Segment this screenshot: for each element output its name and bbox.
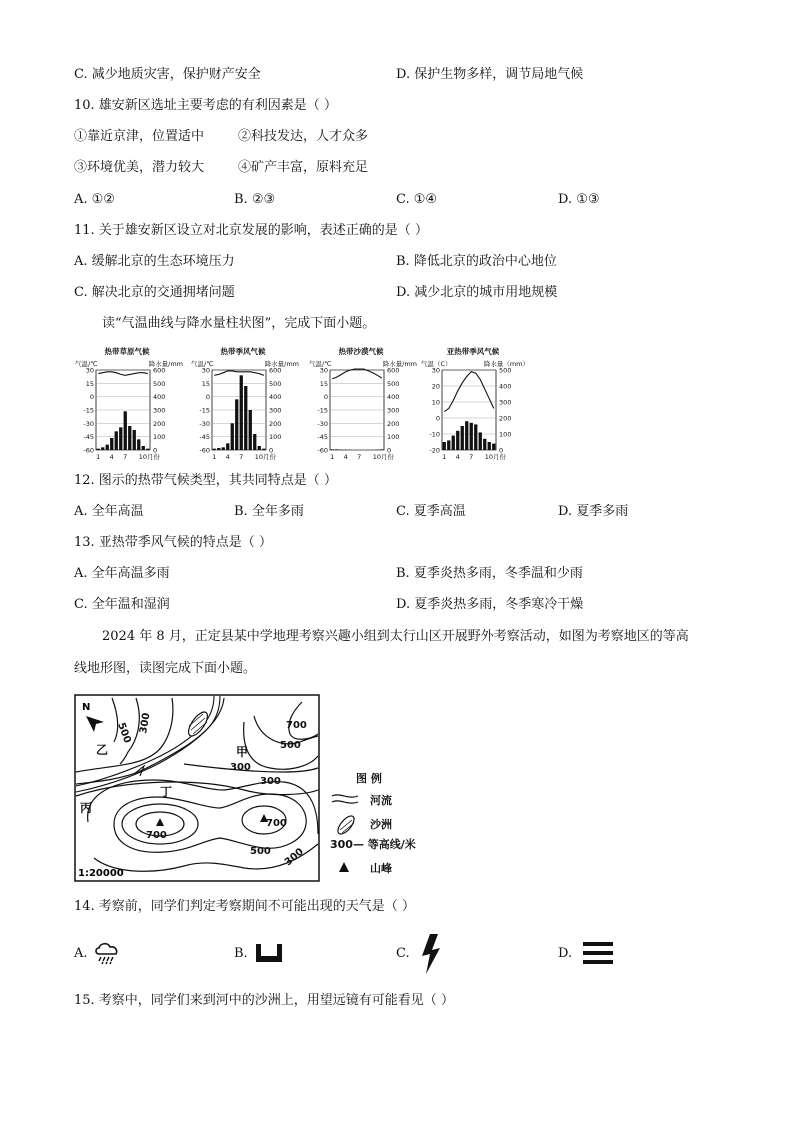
chart-precip-bar — [137, 439, 140, 450]
chart-temp-tick: 30 — [85, 366, 94, 375]
legend-peak-icon — [339, 862, 349, 872]
svg-text:500: 500 — [280, 740, 301, 751]
chart-precip-bar — [380, 449, 383, 450]
chart-temp-line — [444, 372, 494, 412]
chart-precip-bar — [235, 399, 238, 450]
chart-precip-bar — [479, 432, 482, 450]
chart-precip-bar — [97, 449, 100, 450]
legend-contour-label: 300— 等高线/米 — [330, 838, 416, 851]
chart-x-tick: 1 — [442, 453, 447, 461]
map-intro-line1: 2024 年 8 月，正定县某中学地理考察兴趣小组到太行山区开展野外考察活动，如图为考察地区的等高 — [102, 629, 689, 644]
q14-option-b: B. — [234, 946, 248, 961]
q11-stem: 11. 关于雄安新区设立对北京发展的影响，表述正确的是（ ） — [74, 223, 428, 238]
legend-sandbar-label: 沙洲 — [370, 818, 392, 831]
q14-stem: 14. 考察前，同学们判定考察期间不可能出现的天气是（ ） — [74, 899, 415, 914]
svg-text:700: 700 — [286, 720, 307, 731]
chart-precip-bar — [488, 442, 491, 450]
chart-x-tick: 4 — [225, 453, 230, 461]
svg-text:300: 300 — [260, 776, 281, 787]
chart-temp-tick: 30 — [319, 366, 328, 375]
q12-option-c: C. 夏季高温 — [396, 504, 466, 519]
chart-precip-bar — [492, 444, 495, 450]
chart-temp-tick: 0 — [323, 393, 328, 402]
q12-stem: 12. 图示的热带气候类型，其共同特点是（ ） — [74, 473, 337, 488]
map-intro-line2: 线地形图，读图完成下面小题。 — [74, 661, 257, 676]
chart-precip-bar — [124, 411, 127, 450]
chart-precip-tick: 300 — [499, 398, 512, 407]
chart-y2label: 降水量（mm） — [483, 360, 529, 368]
contour-map — [74, 694, 454, 882]
map-scale: 1:20000 — [78, 868, 124, 879]
chart-precip-bar — [465, 421, 468, 450]
chart-precip-bar — [262, 449, 265, 450]
chart-temp-tick: 15 — [201, 379, 210, 388]
chart-precip-tick: 200 — [269, 419, 282, 428]
chart-title: 热带草原气候 — [104, 347, 150, 356]
q10-statement-4: ④矿产丰富，原料充足 — [238, 160, 369, 175]
chart-precip-bar — [106, 445, 109, 450]
chart-precip-bar — [222, 447, 225, 450]
chart-precip-bar — [443, 442, 446, 450]
q10-option-b: B. ②③ — [234, 192, 276, 207]
chart-x-tick: 1 — [96, 453, 101, 461]
svg-text:300: 300 — [138, 712, 153, 735]
chart-precip-tick: 200 — [387, 419, 400, 428]
chart-precip-tick: 300 — [153, 406, 166, 415]
chart-y2label: 降水量/mm — [382, 360, 417, 368]
svg-text:N: N — [82, 702, 91, 713]
svg-text:300: 300 — [230, 762, 251, 773]
chart-temp-tick: -20 — [429, 446, 440, 455]
chart-precip-bar — [146, 449, 149, 450]
chart-temp-tick: -45 — [199, 433, 210, 442]
climate-chart-3 — [308, 346, 418, 464]
chart-x-tick: 7 — [357, 453, 362, 461]
q14-option-a: A. — [74, 946, 88, 961]
svg-text:500: 500 — [115, 721, 133, 745]
q13-option-b: B. 夏季炎热多雨，冬季温和少雨 — [396, 566, 583, 581]
chart-precip-bar — [119, 427, 122, 450]
legend-river-icon — [332, 795, 358, 803]
chart-ylabel: 气温/℃ — [191, 360, 214, 368]
chart-precip-tick: 400 — [387, 393, 400, 402]
chart-precip-bar — [128, 426, 131, 450]
svg-text:500: 500 — [250, 846, 271, 857]
chart-precip-bar — [335, 449, 338, 450]
chart-temp-tick: -45 — [83, 433, 94, 442]
chart-precip-bar — [447, 440, 450, 450]
chart-temp-tick: 30 — [431, 366, 440, 375]
q10-statement-3: ③环境优美，潜力较大 — [74, 160, 205, 175]
chart-ylabel: 气温/℃ — [75, 360, 98, 368]
q13-option-d: D. 夏季炎热多雨，冬季寒冷干燥 — [396, 597, 584, 612]
chart-temp-tick: -30 — [83, 419, 94, 428]
chart-precip-tick: 100 — [269, 433, 282, 442]
q10-option-d: D. ①③ — [558, 192, 600, 207]
chart-temp-tick: -10 — [429, 430, 440, 439]
chart-precip-tick: 200 — [499, 414, 512, 423]
svg-text:300: 300 — [282, 846, 306, 869]
chart-temp-line — [98, 372, 148, 376]
chart-x-tick: 7 — [239, 453, 244, 461]
chart-temp-tick: -15 — [199, 406, 210, 415]
chart-precip-bar — [226, 443, 229, 450]
chart-precip-bar — [240, 375, 243, 450]
chart-precip-tick: 300 — [387, 406, 400, 415]
chart-temp-tick: -15 — [83, 406, 94, 415]
chart-precip-tick: 600 — [387, 366, 400, 375]
chart-precip-bar — [483, 439, 486, 450]
q11-option-a: A. 缓解北京的生态环境压力 — [74, 254, 235, 269]
label-bing: 丙 — [80, 801, 93, 815]
chart-x-tick: 7 — [123, 453, 128, 461]
q10-statement-2: ②科技发达，人才众多 — [238, 129, 369, 144]
chart-temp-tick: -45 — [317, 433, 328, 442]
chart-precip-bar — [474, 424, 477, 450]
chart-temp-tick: 0 — [435, 414, 440, 423]
chart-title: 热带沙漠气候 — [338, 347, 384, 356]
chart-precip-tick: 100 — [499, 430, 512, 439]
q11-option-d: D. 减少北京的城市用地规模 — [396, 285, 558, 300]
chart-precip-bar — [452, 436, 455, 450]
q9-option-c: C. 减少地质灾害，保护财产安全 — [74, 67, 261, 82]
chart-precip-tick: 0 — [153, 446, 158, 455]
chart-x-tick: 4 — [343, 453, 348, 461]
q13-option-a: A. 全年高温多雨 — [74, 566, 170, 581]
chart-x-tick: 7 — [469, 453, 474, 461]
chart-precip-bar — [461, 426, 464, 450]
fog-icon — [582, 940, 614, 966]
chart-precip-tick: 0 — [269, 446, 274, 455]
chart-x-tick: 1 — [330, 453, 335, 461]
chart-temp-tick: -60 — [199, 446, 210, 455]
chart-precip-bar — [331, 449, 334, 450]
chart-precip-tick: 600 — [269, 366, 282, 375]
q10-option-c: C. ①④ — [396, 192, 438, 207]
chart-temp-tick: 15 — [85, 379, 94, 388]
chart-temp-tick: 10 — [431, 398, 440, 407]
chart-precip-tick: 400 — [269, 393, 282, 402]
chart-precip-bar — [456, 431, 459, 450]
chart-temp-tick: 30 — [201, 366, 210, 375]
lightning-icon — [418, 932, 444, 976]
q11-option-b: B. 降低北京的政治中心地位 — [396, 254, 557, 269]
chart-temp-tick: -30 — [317, 419, 328, 428]
chart-x-tick: 10月份 — [372, 453, 395, 461]
chart-precip-tick: 0 — [499, 446, 504, 455]
climate-chart-1 — [74, 346, 184, 464]
q9-option-d: D. 保护生物多样，调节局地气候 — [396, 67, 584, 82]
chart-precip-tick: 500 — [499, 366, 512, 375]
climate-chart-2 — [190, 346, 300, 464]
chart-x-tick: 4 — [455, 453, 460, 461]
chart-temp-tick: -30 — [199, 419, 210, 428]
q12-option-d: D. 夏季多雨 — [558, 504, 629, 519]
chart-x-tick: 10月份 — [254, 453, 277, 461]
chart-precip-tick: 400 — [499, 382, 512, 391]
chart-precip-bar — [142, 446, 145, 450]
chart-precip-tick: 200 — [153, 419, 166, 428]
legend-river-label: 河流 — [370, 794, 392, 807]
legend-title: 图 例 — [356, 772, 382, 785]
chart-precip-bar — [253, 434, 256, 450]
chart-title: 热带季风气候 — [220, 347, 266, 356]
chart-x-tick: 1 — [212, 453, 217, 461]
chart-y2label: 降水量/mm — [264, 360, 299, 368]
chart-ylabel: 气温（C） — [421, 360, 452, 368]
chart-title: 亚热带季风气候 — [446, 347, 500, 356]
chart-precip-bar — [213, 449, 216, 450]
chart-precip-bar — [249, 410, 252, 450]
chart-precip-bar — [470, 423, 473, 450]
chart-precip-bar — [258, 446, 261, 450]
chart-precip-tick: 600 — [153, 366, 166, 375]
legend-peak-label: 山峰 — [370, 862, 392, 875]
charts-intro: 读“气温曲线与降水量柱状图”，完成下面小题。 — [102, 316, 376, 331]
climate-chart-4 — [420, 346, 530, 464]
q12-option-b: B. 全年多雨 — [234, 504, 304, 519]
svg-text:700: 700 — [266, 818, 287, 829]
chart-precip-tick: 0 — [387, 446, 392, 455]
chart-x-tick: 10月份 — [138, 453, 161, 461]
chart-plot-area — [442, 370, 496, 450]
chart-temp-tick: -60 — [83, 446, 94, 455]
chart-temp-tick: 0 — [89, 393, 94, 402]
label-ding: 丁 — [160, 785, 173, 799]
chart-precip-tick: 100 — [153, 433, 166, 442]
q10-option-a: A. ①② — [74, 192, 115, 207]
q10-stem: 10. 雄安新区选址主要考虑的有利因素是（ ） — [74, 98, 337, 113]
chart-temp-tick: -15 — [317, 406, 328, 415]
sandstorm-icon — [254, 940, 284, 966]
chart-temp-line — [214, 371, 263, 375]
chart-precip-bar — [110, 438, 113, 450]
chart-precip-tick: 500 — [387, 379, 400, 388]
chart-precip-tick: 400 — [153, 393, 166, 402]
chart-temp-tick: 15 — [319, 379, 328, 388]
chart-precip-tick: 500 — [153, 379, 166, 388]
q14-option-c: C. — [396, 946, 410, 961]
label-yi: 乙 — [96, 743, 109, 757]
chart-precip-bar — [231, 423, 234, 450]
q11-option-c: C. 解决北京的交通拥堵问题 — [74, 285, 235, 300]
q13-stem: 13. 亚热带季风气候的特点是（ ） — [74, 535, 272, 550]
q10-statement-1: ①靠近京津，位置适中 — [74, 129, 205, 144]
chart-precip-bar — [244, 386, 247, 450]
chart-temp-tick: -60 — [317, 446, 328, 455]
chart-y2label: 降水量/mm — [148, 360, 183, 368]
q12-option-a: A. 全年高温 — [74, 504, 144, 519]
chart-precip-tick: 100 — [387, 433, 400, 442]
svg-text:700: 700 — [146, 830, 167, 841]
legend-sandbar-icon — [335, 813, 357, 836]
chart-x-tick: 10月份 — [484, 453, 507, 461]
label-jia: 甲 — [236, 745, 249, 759]
chart-precip-tick: 300 — [269, 406, 282, 415]
chart-precip-bar — [217, 448, 220, 450]
q15-stem: 15. 考察中，同学们来到河中的沙洲上，用望远镜有可能看见（ ） — [74, 993, 454, 1008]
q13-option-c: C. 全年温和湿润 — [74, 597, 170, 612]
map-legend — [330, 771, 416, 875]
q14-option-d: D. — [558, 946, 573, 961]
chart-precip-tick: 500 — [269, 379, 282, 388]
chart-precip-bar — [101, 447, 104, 450]
chart-x-tick: 4 — [109, 453, 114, 461]
chart-precip-bar — [133, 430, 136, 450]
chart-temp-tick: 20 — [431, 382, 440, 391]
rain-cloud-icon — [94, 940, 120, 966]
chart-temp-line — [332, 369, 382, 379]
chart-precip-bar — [115, 431, 118, 450]
chart-ylabel: 气温/℃ — [309, 360, 332, 368]
chart-temp-tick: 0 — [205, 393, 210, 402]
